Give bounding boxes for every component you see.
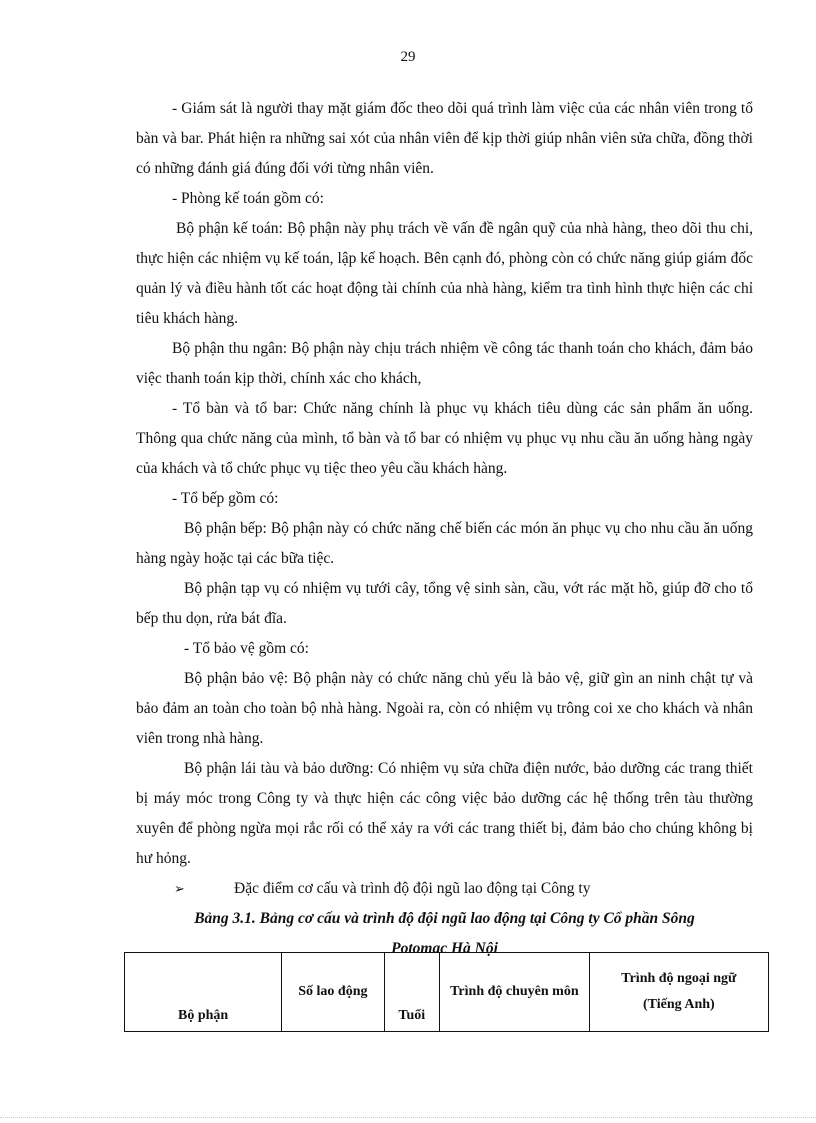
table-caption-line-2: Potomac Hà Nội <box>391 940 498 957</box>
paragraph-kitchen: Bộ phận bếp: Bộ phận này có chức năng chế biến các món ăn phục vụ cho nhu cầu ăn uống hàng ngày hoặc tại các bữa tiệc. <box>136 520 753 567</box>
workforce-table <box>124 952 769 1032</box>
table-header-row <box>125 953 769 1032</box>
paragraph-cleaning: Bộ phận tạp vụ có nhiệm vụ tưới cây, tổng vệ sinh sàn, cầu, vớt rác mặt hồ, giúp đỡ cho tổ bếp thu dọn, rửa bát đĩa. <box>136 580 753 627</box>
bullet-text: Đặc điểm cơ cấu và trình độ đội ngũ lao động tại Công ty <box>234 880 591 897</box>
header-age: Tuổi <box>384 953 440 1032</box>
header-professional-level: Trình độ chuyên môn <box>440 953 590 1032</box>
header-language-line-1: Trình độ ngoại ngữ <box>621 971 737 986</box>
paragraph-accounting-dept: Bộ phận kế toán: Bộ phận này phụ trách về vấn đề ngân quỹ của nhà hàng, theo dõi thu chi, thực hiện các nhiệm vụ kế toán, lập kế hoạch. Bên cạnh đó, phòng còn có chức năng giúp giám đốc quản lý và điều hành tốt các hoạt động tài chính của nhà hàng, kiểm tra tình hình thực hiện các chỉ tiêu khách hàng. <box>136 220 753 327</box>
header-language-level <box>589 953 768 1032</box>
paragraph-kitchen-heading: - Tổ bếp gồm có: <box>172 490 279 507</box>
page-number: 29 <box>400 49 416 65</box>
paragraph-cashier: Bộ phận thu ngân: Bộ phận này chịu trách nhiệm về công tác thanh toán cho khách, đảm bảo việc thanh toán kịp thời, chính xác cho khách, <box>136 340 753 387</box>
paragraph-security-heading: - Tổ bảo vệ gồm có: <box>184 640 309 657</box>
document-body <box>136 94 753 964</box>
paragraph-security: Bộ phận bảo vệ: Bộ phận này có chức năng chủ yếu là bảo vệ, giữ gìn an ninh chật tự và bảo đảm an toàn cho toàn bộ nhà hàng. Ngoài ra, còn có nhiệm vụ trông coi xe cho khách và nhân viên trong nhà hàng. <box>136 670 753 747</box>
paragraph-maintenance: Bộ phận lái tàu và bảo dưỡng: Có nhiệm vụ sửa chữa điện nước, bảo dưỡng các trang thiết bị máy móc trong Công ty và thực hiện các công việc bảo dưỡng các hệ thống trên tàu thường xuyên để phòng ngừa mọi rắc rối có thể xảy ra với các trang thiết bị, đảm bảo cho chúng không bị hư hỏng. <box>136 760 753 867</box>
header-language-line-2: (Tiếng Anh) <box>643 997 715 1012</box>
table-caption-line-1: Bảng 3.1. Bảng cơ cấu và trình độ đội ngũ lao động tại Công ty Cổ phần Sông <box>194 910 695 927</box>
page-bottom-rule <box>0 1117 816 1118</box>
header-headcount: Số lao động <box>282 953 384 1032</box>
paragraph-table-bar: - Tổ bàn và tổ bar: Chức năng chính là phục vụ khách tiêu dùng các sản phẩm ăn uống. Thông qua chức năng của mình, tổ bàn và tổ bar có nhiệm vụ phục vụ nhu cầu ăn uống hàng ngày của khách và tổ chức phục vụ tiệc theo yêu cầu khách hàng. <box>136 400 753 477</box>
bullet-item <box>136 874 753 904</box>
paragraph-supervisor: - Giám sát là người thay mặt giám đốc theo dõi quá trình làm việc của các nhân viên trong tổ bàn và bar. Phát hiện ra những sai xót của nhân viên để kịp thời giúp nhân viên sửa chữa, đồng thời có những đánh giá đúng đối với từng nhân viên. <box>136 100 753 177</box>
header-department: Bộ phận <box>125 953 282 1032</box>
arrow-bullet-icon: ➢ <box>174 881 185 896</box>
paragraph-accounting-heading: - Phòng kế toán gồm có: <box>172 190 324 207</box>
